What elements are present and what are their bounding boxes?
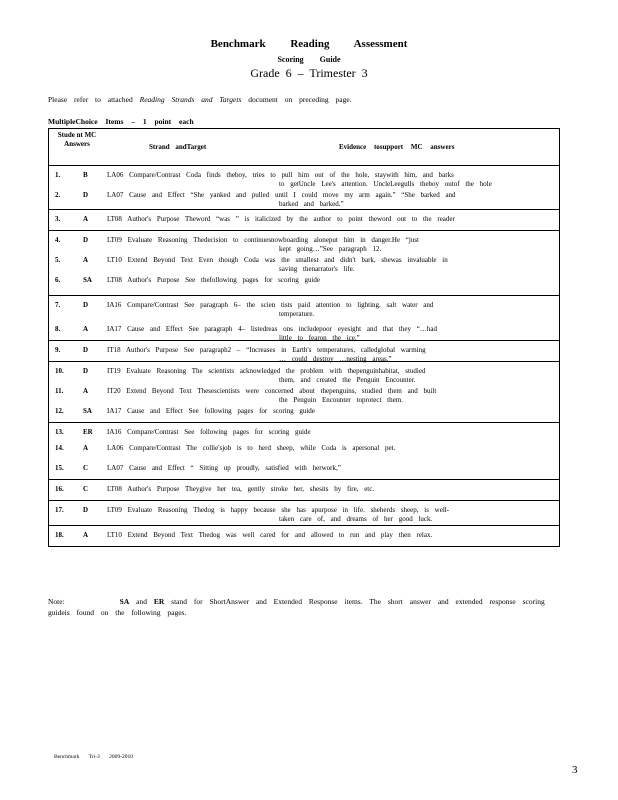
item-evidence: IA16 Compare/Contrast See paragraph 6– the scien tists paid attention to lighting, salt water and [107, 301, 434, 309]
table-row [49, 362, 559, 382]
item-evidence: LT08 Author's Purpose Theword “was ” is italicized by the author to point theword out to the reader [107, 215, 455, 223]
item-answer: D [83, 191, 89, 199]
item-evidence-continued: saving thenarrator's life. [279, 265, 355, 273]
table-row [49, 231, 559, 251]
item-answer: D [83, 301, 89, 309]
item-number: 8. [55, 325, 61, 333]
item-evidence: LA07 Cause and Effect “ Sitting up proudly, satisfied with herwork,” [107, 464, 341, 472]
row-group [49, 210, 559, 231]
item-answer: ER [83, 428, 93, 436]
table-row [49, 459, 559, 479]
item-number: 10. [55, 367, 64, 375]
item-evidence: IA17 Cause and Effect See paragraph 4– listedreas ons includepoor eyesight and that they “…had [107, 325, 437, 333]
item-evidence: IT20 Extend Beyond Text Thesescientists were concerned about thepenguins, studied them and built [107, 387, 437, 395]
table-header [49, 129, 559, 166]
item-answer: D [83, 506, 89, 514]
item-number: 6. [55, 276, 61, 284]
item-answer: SA [83, 276, 92, 284]
note-er: ER [153, 597, 165, 606]
multiple-choice-label: MultipleChoice Items – 1 point each [48, 117, 194, 126]
item-answer: C [83, 485, 89, 493]
item-evidence: LT10 Extend Beyond Text Thedog was well cared for and allowed to run and play then relax. [107, 531, 433, 539]
row-group [49, 362, 559, 423]
table-row [49, 341, 559, 361]
header-mc-answers: Stude nt MC Answers [57, 131, 97, 148]
table-body [49, 166, 559, 547]
item-evidence: LT08 Author's Purpose See thefollowing pages for scoring guide [107, 276, 321, 284]
item-number: 14. [55, 444, 64, 452]
intro-before: Please refer to attached [48, 95, 140, 104]
row-group [49, 231, 559, 296]
row-group [49, 501, 559, 526]
item-evidence-continued: taken care of, and dreams of her good luck. [279, 515, 433, 523]
item-number: 4. [55, 236, 61, 244]
item-evidence: LA06 Compare/Contrast Coda finds theboy, tries to pull him out of the hole, staywith him, and barks [107, 171, 454, 179]
item-evidence-continued: temperature. [279, 310, 315, 318]
item-evidence-continued: little to fearon the ice.” [279, 334, 360, 342]
item-answer: A [83, 387, 89, 395]
item-answer: B [83, 171, 88, 179]
item-answer: D [83, 236, 89, 244]
item-number: 7. [55, 301, 61, 309]
note-and: and [129, 597, 154, 606]
table-row [49, 501, 559, 525]
footer-text: Benchmark Tri-3 2009-2010 [54, 754, 133, 760]
item-evidence: IA16 Compare/Contrast See following pages for scoring guide [107, 428, 311, 436]
item-evidence: IT18 Author's Purpose See paragraph2 – “Increases in Earth's temperatures, calledglobal warming [107, 346, 426, 354]
item-number: 3. [55, 215, 61, 223]
item-number: 11. [55, 387, 64, 395]
item-answer: A [83, 444, 89, 452]
row-group [49, 480, 559, 501]
grade-heading: Grade 6 – Trimester 3 [250, 66, 368, 80]
item-answer: C [83, 464, 89, 472]
item-number: 12. [55, 407, 64, 415]
item-evidence-continued: to getUncle Lee's attention. UncleLeegulls theboy outof the hole [279, 180, 492, 188]
item-evidence-continued: barked and barked.” [279, 200, 344, 208]
answer-table [48, 128, 560, 547]
table-row [49, 382, 559, 402]
item-answer: D [83, 346, 89, 354]
item-number: 9. [55, 346, 61, 354]
item-evidence: IT19 Evaluate Reasoning The scientists acknowledged the problem with thepenguinhabitat, studied [107, 367, 426, 375]
table-row [49, 423, 559, 439]
note-label: Note: [48, 597, 65, 606]
table-row [49, 210, 559, 230]
row-group [49, 341, 559, 362]
table-row [49, 271, 559, 295]
header-strand-target: Strand andTarget [149, 143, 207, 151]
item-evidence-continued: … could destroy …nesting areas.” [279, 355, 392, 363]
table-row [49, 526, 559, 546]
table-row [49, 402, 559, 422]
page-number: 3 [572, 764, 578, 776]
item-evidence: LA06 Compare/Contrast The collie'sjob is to herd sheep, while Coda is apersonal pet. [107, 444, 396, 452]
header-evidence: Evidence tosupport MC answers [339, 143, 455, 151]
item-evidence: IA17 Cause and Effect See following pages for scoring guide [107, 407, 315, 415]
item-answer: SA [83, 407, 92, 415]
item-number: 15. [55, 464, 64, 472]
item-number: 18. [55, 531, 64, 539]
item-number: 2. [55, 191, 61, 199]
item-evidence: LT09 Evaluate Reasoning Thedecision to continuesnowboarding aloneput him in danger.He “just [107, 236, 419, 244]
item-number: 17. [55, 506, 64, 514]
item-evidence: LT09 Evaluate Reasoning Thedog is happy because she has apurpose in life. sheherds sheep, is well- [107, 506, 450, 514]
table-row [49, 166, 559, 186]
item-evidence-continued: them, and created the Penguin Encounter. [279, 376, 416, 384]
table-row [49, 439, 559, 459]
item-number: 16. [55, 485, 64, 493]
item-evidence-continued: the Penguin Encounter toprotect them. [279, 396, 403, 404]
item-number: 5. [55, 256, 61, 264]
item-evidence: LT08 Author's Purpose Theygive her tea, gently stroke her, shesits by fire, etc. [107, 485, 375, 493]
note-text: stand for ShortAnswer and Extended Response items. The short answer and extended response scoring guideis found on the following pages. [48, 597, 545, 617]
intro-line [48, 95, 352, 104]
intro-document-name: Reading Strands and Targets [139, 95, 242, 104]
item-answer: A [83, 215, 89, 223]
item-number: 13. [55, 428, 64, 436]
row-group [49, 296, 559, 341]
table-row [49, 186, 559, 209]
row-group [49, 423, 559, 480]
item-number: 1. [55, 171, 61, 179]
item-evidence: LT10 Extend Beyond Text Even though Coda was the smallest and didn't bark, shewas invaluable in [107, 256, 448, 264]
item-answer: D [83, 367, 89, 375]
item-answer: A [83, 531, 89, 539]
item-answer: A [83, 256, 89, 264]
row-group [49, 166, 559, 210]
table-row [49, 296, 559, 320]
note-sa: SA [119, 597, 130, 606]
page-title: Benchmark Reading Assessment [210, 38, 408, 50]
item-answer: A [83, 325, 89, 333]
intro-after: document on preceding page. [241, 95, 352, 104]
item-evidence-continued: kept going…”See paragraph 12. [279, 245, 382, 253]
table-row [49, 251, 559, 271]
table-row [49, 320, 559, 340]
page-subtitle: Scoring Guide [277, 55, 341, 64]
row-group [49, 526, 559, 547]
item-evidence: LA07 Cause and Effect “She yanked and pulled until I could move my arm again.” “She barked and [107, 191, 456, 199]
note [48, 596, 558, 618]
table-row [49, 480, 559, 500]
